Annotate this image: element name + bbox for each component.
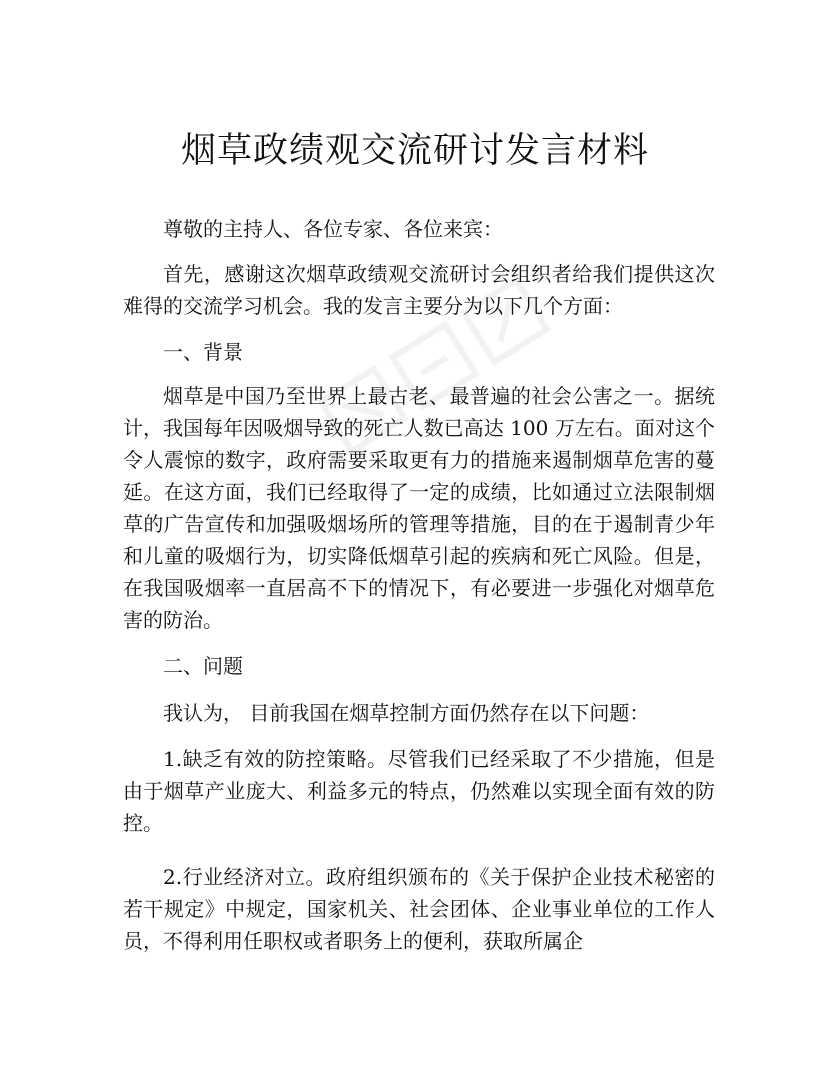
problems-intro-paragraph: 我认为， 目前我国在烟草控制方面仍然存在以下问题：: [163, 701, 650, 725]
point-2-paragraph: 2.行业经济对立。政府组织颁布的《关于保护企业技术秘密的若干规定》中规定，国家机关、社会团体、企业事业单位的工作人员，不得利用任职权或者职务上的便利，获取所属企: [123, 865, 715, 953]
point-1-paragraph: 1.缺乏有效的防控策略。尽管我们已经采取了不少措施，但是由于烟草产业庞大、利益多元的特点，仍然难以实现全面有效的防控。: [123, 747, 715, 835]
intro-paragraph: 首先，感谢这次烟草政绩观交流研讨会组织者给我们提供这次难得的交流学习机会。我的发言主要分为以下几个方面：: [123, 262, 715, 318]
document-title: 烟草政绩观交流研讨发言材料: [180, 131, 649, 171]
section-heading-problems: 二、问题: [163, 654, 243, 678]
greeting-paragraph: 尊敬的主持人、各位专家、各位来宾：: [163, 217, 503, 241]
background-paragraph: 烟草是中国乃至世界上最古老、最普遍的社会公害之一。据统计，我国每年因吸烟导致的死亡人数已高达 100 万左右。面对这个令人震惊的数字，政府需要采取更有力的措施来遏制烟草危害的蔓延。在这方面，我们已经取得了一定的成绩，比如通过立法限制烟草的广告宣传和加强吸烟场所的管理等措施，目的在于遏制青少年和儿童的吸烟行为，切实降低烟草引起的疾病和死亡风险。但是，在我国吸烟率一直居高不下的情况下，有必要进一步强化对烟草危害的防治。: [123, 384, 715, 632]
section-heading-background: 一、背景: [163, 340, 243, 364]
